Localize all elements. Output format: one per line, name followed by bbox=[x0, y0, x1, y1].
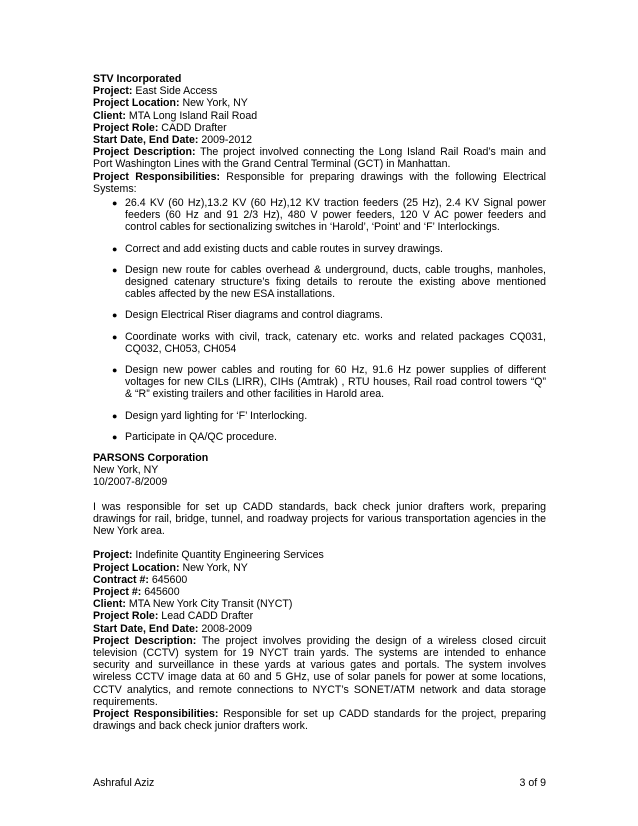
page-number: 3 of 9 bbox=[519, 777, 546, 789]
bullet-icon: ● bbox=[112, 410, 118, 421]
stv-location: Project Location: New York, NY bbox=[93, 97, 248, 110]
bullet-icon: ● bbox=[112, 365, 118, 376]
bullet-icon: ● bbox=[112, 331, 118, 342]
list-item: ● Coordinate works with civil, track, catenary etc. works and related packages CQ031, CQ032, CH053, CH054 bbox=[112, 330, 546, 355]
list-item: ● Design new route for cables overhead & underground, ducts, cable troughs, manholes, designed catenary structure’s fixing details to reroute the existing above mentioned cables affected by the new ESA installations. bbox=[112, 263, 546, 301]
parsons-contract: Contract #: 645600 bbox=[93, 573, 188, 586]
stv-client: Client: MTA Long Island Rail Road bbox=[93, 109, 258, 122]
parsons-project-number: Project #: 645600 bbox=[93, 585, 180, 598]
list-item: ● Design yard lighting for ‘F’ Interlocking. bbox=[112, 409, 308, 422]
parsons-project: Project: Indefinite Quantity Engineering Services bbox=[93, 549, 324, 562]
stv-description: Project Description: The project involved connecting the Long Island Rail Road’s main and Port Washington Lines with the Grand Central Terminal (GCT) in Manhattan. bbox=[93, 146, 547, 171]
stv-responsibilities: Project Responsibilities: Responsible for preparing drawings with the following Electrical Systems: bbox=[93, 170, 546, 195]
list-item: ● Design new power cables and routing for 60 Hz, 91.6 Hz power supplies of different voltages for new CILs (LIRR), CIHs (Amtrak) , RTU houses, Rail road control towers “Q” & “R” existing trailers and other facilities in Harold area. bbox=[112, 364, 546, 401]
parsons-city: New York, NY bbox=[93, 464, 159, 477]
list-item: ● Correct and add existing ducts and cable routes in survey drawings. bbox=[112, 242, 443, 255]
bullet-icon: ● bbox=[112, 264, 118, 275]
company-parsons: PARSONS Corporation bbox=[93, 452, 209, 465]
list-item: ● Design Electrical Riser diagrams and control diagrams. bbox=[112, 309, 383, 322]
bullet-icon: ● bbox=[112, 243, 118, 254]
stv-project: Project: East Side Access bbox=[93, 85, 218, 98]
parsons-role: Project Role: Lead CADD Drafter bbox=[93, 610, 254, 623]
parsons-period: 10/2007-8/2009 bbox=[93, 476, 168, 489]
footer-author: Ashraful Aziz bbox=[93, 777, 155, 789]
parsons-summary: I was responsible for set up CADD standards, back check junior drafters work, preparing drawings for rail, bridge, tunnel, and roadway projects for various transportation agencies in the New York area. bbox=[93, 500, 546, 538]
parsons-description: Project Description: The project involves providing the design of a wireless closed circuit television (CCTV) system for 19 NYCT train yards. The systems are intended to enhance security and surveillance in these yards at various gates and portals. The system involves wireless CCTV image data at 60 and 5 GHz, use of solar panels for power at some locations, CCTV analytics, and remote connections to NYCT’s SONET/ATM network and data storage requirements. bbox=[93, 634, 546, 708]
parsons-responsibilities: Project Responsibilities: Responsible for set up CADD standards for the project, preparing drawings and back check junior drafters work. bbox=[93, 707, 547, 733]
bullet-icon: ● bbox=[112, 310, 118, 321]
parsons-client: Client: MTA New York City Transit (NYCT) bbox=[93, 598, 293, 611]
stv-dates: Start Date, End Date: 2009-2012 bbox=[93, 134, 252, 147]
list-item: ● Participate in QA/QC procedure. bbox=[112, 430, 277, 443]
bullet-icon: ● bbox=[112, 431, 118, 442]
page-footer bbox=[93, 777, 546, 789]
stv-bullet-list bbox=[93, 197, 546, 443]
company-stv: STV Incorporated bbox=[93, 73, 182, 85]
parsons-dates: Start Date, End Date: 2008-2009 bbox=[93, 622, 252, 635]
resume-page bbox=[93, 73, 546, 732]
bullet-icon: ● bbox=[112, 198, 118, 209]
list-item: ● 26.4 KV (60 Hz),13.2 KV (60 Hz),12 KV traction feeders (25 Hz), 2.4 KV Signal power feeders (60 Hz and 91 2/3 Hz), 480 V power feeders, 120 V AC power feeders and control cables for sectionalizing switches in ‘Harold’, ‘Point’ and ‘F’ Interlockings. bbox=[112, 197, 546, 234]
parsons-location: Project Location: New York, NY bbox=[93, 561, 248, 574]
stv-role: Project Role: CADD Drafter bbox=[93, 121, 227, 134]
